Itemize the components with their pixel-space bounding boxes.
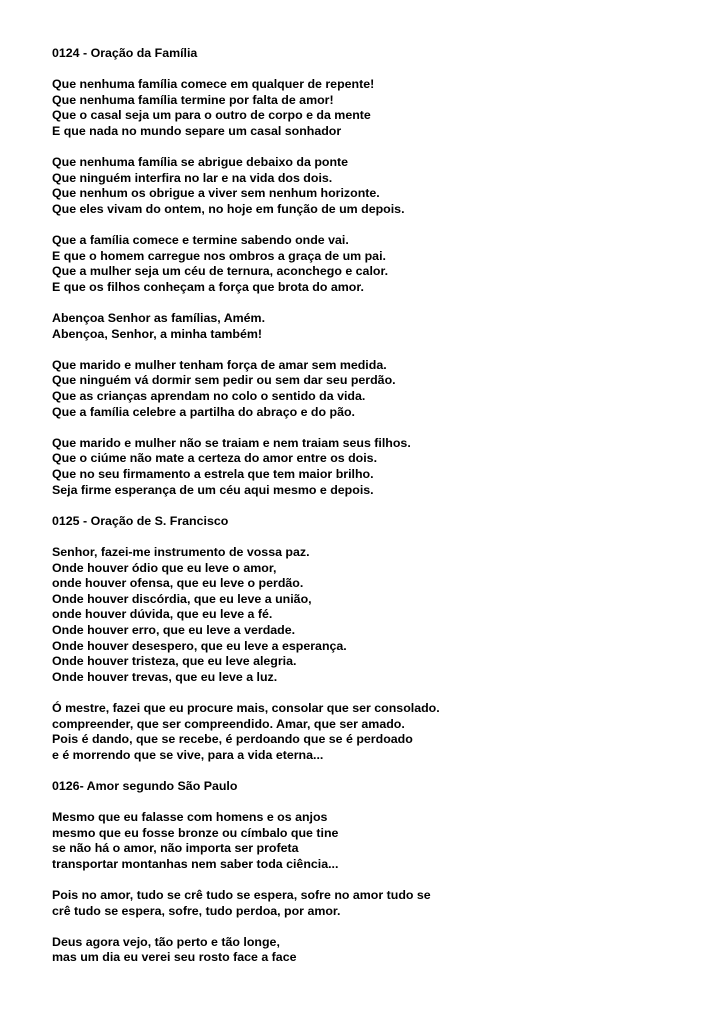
text-line: Que nenhuma família comece em qualquer de repente! (52, 77, 375, 92)
text-line: onde houver ofensa, que eu leve o perdão. (52, 576, 304, 591)
text-line: Senhor, fazei-me instrumento de vossa paz. (52, 545, 310, 559)
text-line: Abençoa Senhor as famílias, Amém. (52, 311, 266, 326)
text-line: compreender, que ser compreendido. Amar, que ser amado. (52, 716, 405, 731)
text-line: Onde houver desespero, que eu leve a esperança. (52, 638, 347, 653)
stanza (52, 888, 702, 919)
text-line: Ó mestre, fazei que eu procure mais, consolar que ser consolado. (52, 700, 440, 715)
stanza (52, 77, 702, 139)
document-page (52, 46, 702, 982)
text-line: Onde houver trevas, que eu leve a luz. (52, 669, 278, 684)
text-line: Pois no amor, tudo se crê tudo se espera, sofre no amor tudo se (52, 888, 431, 903)
stanza (52, 545, 702, 685)
text-line: Que o casal seja um para o outro de corpo e da mente (52, 108, 371, 123)
stanza (52, 311, 702, 342)
text-line: Onde houver discórdia, que eu leve a união, (52, 591, 312, 606)
text-line: e é morrendo que se vive, para a vida eterna... (52, 747, 324, 762)
text-line: E que os filhos conheçam a força que brota do amor. (52, 279, 364, 294)
text-line: Que nenhum os obrigue a viver sem nenhum horizonte. (52, 186, 380, 201)
text-line: Que no seu firmamento a estrela que tem maior brilho. (52, 467, 374, 482)
text-line: se não há o amor, não importa ser profeta (52, 841, 299, 856)
section-title: 0126- Amor segundo São Paulo (52, 778, 238, 793)
text-line: Que marido e mulher tenham força de amar sem medida. (52, 357, 387, 372)
text-line: Que nenhuma família termine por falta de amor! (52, 92, 334, 107)
text-line: Que a mulher seja um céu de ternura, aconchego e calor. (52, 264, 389, 279)
text-line: Seja firme esperança de um céu aqui mesmo e depois. (52, 482, 374, 497)
stanza (52, 810, 702, 872)
stanza (52, 155, 702, 217)
stanza (52, 935, 702, 966)
text-line: Que a família celebre a partilha do abraço e do pão. (52, 404, 355, 419)
section-title: 0124 - Oração da Família (52, 46, 198, 60)
section-title: 0125 - Oração de S. Francisco (52, 513, 229, 528)
text-line: Que o ciúme não mate a certeza do amor entre os dois. (52, 451, 378, 466)
text-line: Pois é dando, que se recebe, é perdoando que se é perdoado (52, 732, 413, 747)
text-line: Deus agora vejo, tão perto e tão longe, (52, 934, 280, 949)
text-line: Que ninguém vá dormir sem pedir ou sem dar seu perdão. (52, 373, 396, 388)
text-line: Onde houver erro, que eu leve a verdade. (52, 622, 296, 637)
text-line: E que o homem carregue nos ombros a graça de um pai. (52, 248, 386, 263)
stanza (52, 436, 702, 498)
stanza (52, 233, 702, 295)
text-line: Mesmo que eu falasse com homens e os anjos (52, 810, 328, 825)
text-line: Que nenhuma família se abrigue debaixo da ponte (52, 155, 349, 170)
text-line: Que eles vivam do ontem, no hoje em função de um depois. (52, 201, 405, 216)
text-line: mas um dia eu verei seu rosto face a face (52, 950, 297, 965)
text-line: Que marido e mulher não se traiam e nem traiam seus filhos. (52, 435, 411, 450)
text-line: transportar montanhas nem saber toda ciência... (52, 856, 339, 871)
text-line: onde houver dúvida, que eu leve a fé. (52, 607, 273, 622)
text-line: Que ninguém interfira no lar e na vida dos dois. (52, 170, 333, 185)
stanza (52, 701, 702, 763)
text-line: mesmo que eu fosse bronze ou címbalo que tine (52, 825, 339, 840)
text-line: Onde houver ódio que eu leve o amor, (52, 560, 277, 575)
text-line: E que nada no mundo separe um casal sonhador (52, 123, 342, 138)
text-line: Que as crianças aprendam no colo o sentido da vida. (52, 389, 366, 404)
text-line: Abençoa, Senhor, a minha também! (52, 326, 262, 341)
stanza (52, 358, 702, 420)
text-line: crê tudo se espera, sofre, tudo perdoa, por amor. (52, 903, 341, 918)
text-line: Onde houver tristeza, que eu leve alegria. (52, 654, 297, 669)
text-line: Que a família comece e termine sabendo onde vai. (52, 233, 349, 248)
